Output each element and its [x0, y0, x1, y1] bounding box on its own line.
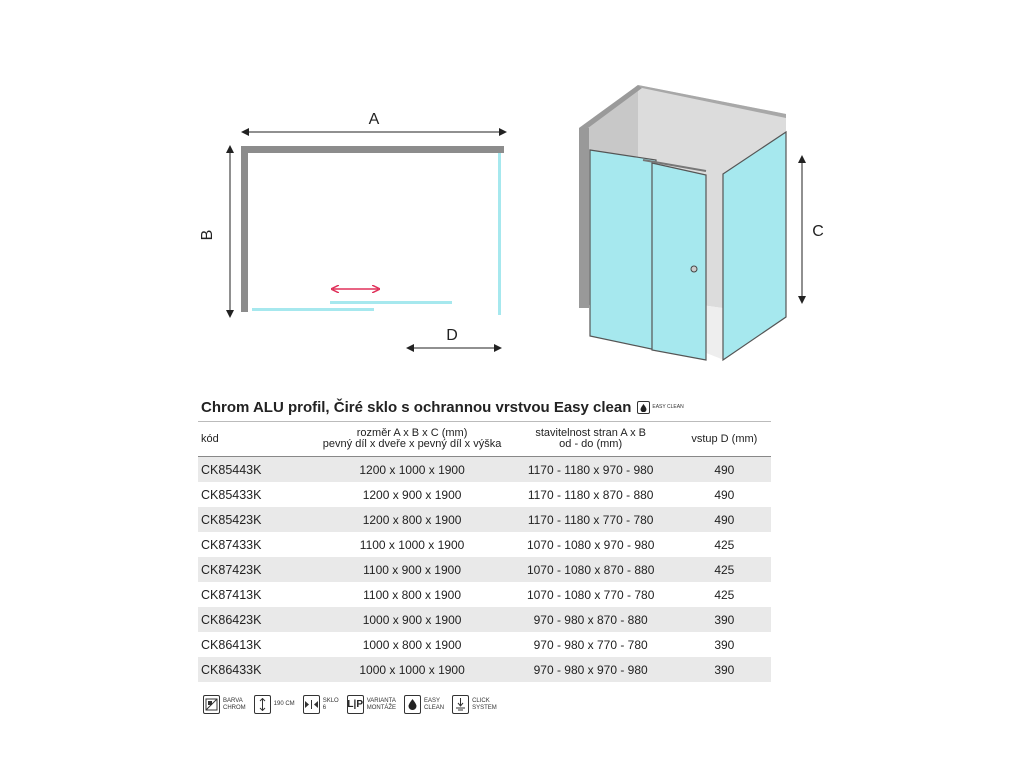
- legend-text-height: 190 CM: [273, 701, 295, 708]
- perspective-view: [579, 85, 824, 360]
- cell-adjustability: 1070 - 1080 x 770 - 780: [526, 587, 655, 602]
- table-row: [198, 632, 771, 657]
- cell-entry: 490: [714, 487, 735, 502]
- cell-entry: 490: [678, 507, 771, 532]
- cell-adjustability: 1070 - 1080 x 970 - 980: [526, 537, 655, 552]
- glass-thickness-icon: [303, 695, 320, 714]
- cell-adjustability: 1170 - 1180 x 870 - 880: [527, 487, 654, 502]
- legend-text-mounting: VARIANTA MONTÁŽE: [366, 698, 397, 711]
- cell-adjustability: 970 - 980 x 870 - 880: [504, 607, 678, 632]
- legend-item-height: [254, 695, 295, 714]
- easy-clean-badge: [637, 401, 684, 414]
- door-handle: [691, 266, 697, 272]
- cell-code: CK86433K: [198, 657, 320, 682]
- cell-adjustability: 970 - 980 x 970 - 980: [504, 657, 678, 682]
- cell-code: CK85433K: [201, 487, 262, 502]
- cell-code: CK87413K: [201, 587, 262, 602]
- easy-clean-icon: [404, 695, 421, 714]
- header-entry: vstup D (mm): [678, 422, 771, 457]
- shower-diagram: [0, 0, 1024, 380]
- legend-item-mounting: [347, 695, 396, 714]
- legend-text-click: CLICK SYSTEM: [472, 698, 497, 711]
- right-glass-panel: [498, 153, 501, 315]
- easy-clean-badge-text: EASY CLEAN: [652, 404, 684, 410]
- header-adjustability-line2: od - do (mm): [559, 438, 623, 450]
- cell-entry: 390: [678, 607, 771, 632]
- cell-code: CK85443K: [198, 457, 320, 483]
- table-row: [198, 557, 771, 582]
- cell-code: CK86413K: [201, 637, 262, 652]
- header-dimensions-line1: rozměr A x B x C (mm): [356, 427, 468, 439]
- table-row: [198, 607, 771, 632]
- click-system-icon: [452, 695, 469, 714]
- cell-entry: 425: [714, 537, 735, 552]
- table-row: [198, 532, 771, 557]
- legend-item-click: [452, 695, 497, 714]
- left-wall-edge: [579, 128, 589, 308]
- dimension-d-label: D: [446, 327, 458, 344]
- left-wall: [241, 146, 248, 312]
- front-sliding-door: [652, 163, 706, 360]
- legend-item-color: [203, 695, 246, 714]
- color-chrome-icon: [203, 695, 220, 714]
- cell-dimensions: 1200 x 800 x 1900: [320, 507, 503, 532]
- header-code: kód: [198, 422, 320, 457]
- cell-code: CK87433K: [201, 537, 262, 552]
- front-fixed-panel: [590, 150, 656, 350]
- cell-entry: 490: [678, 457, 771, 483]
- fixed-glass-panel: [252, 308, 374, 311]
- water-drop-icon: [637, 401, 650, 414]
- floor-plan: [199, 111, 505, 348]
- cell-adjustability: 1170 - 1180 x 770 - 780: [504, 507, 678, 532]
- cell-dimensions: 1000 x 800 x 1900: [362, 637, 462, 652]
- header-dimensions: [320, 422, 503, 457]
- table-title: [201, 399, 684, 416]
- table-row: [198, 582, 771, 607]
- table-row: [198, 507, 771, 532]
- legend-item-glass: [303, 695, 339, 714]
- mounting-variant-icon: L|P: [347, 695, 364, 714]
- feature-legend: [203, 695, 497, 714]
- sliding-door-glass: [330, 301, 452, 304]
- header-adjustability-line1: stavitelnost stran A x B: [535, 427, 646, 439]
- cell-dimensions: 1200 x 900 x 1900: [362, 487, 462, 502]
- cell-entry: 425: [678, 557, 771, 582]
- legend-item-easy-clean: [404, 695, 444, 714]
- cell-dimensions: 1100 x 900 x 1900: [320, 557, 503, 582]
- table-header-row: [198, 422, 771, 457]
- top-wall: [241, 146, 504, 153]
- header-dimensions-line2: pevný díl x dveře x pevný díl x výška: [322, 438, 502, 450]
- cell-dimensions: 1200 x 1000 x 1900: [320, 457, 503, 483]
- cell-code: CK87423K: [198, 557, 320, 582]
- legend-text-color: BARVA CHROM: [223, 698, 246, 711]
- header-adjustability: [504, 422, 678, 457]
- cell-adjustability: 970 - 980 x 770 - 780: [533, 637, 648, 652]
- cell-entry: 390: [678, 657, 771, 682]
- cell-adjustability: 1170 - 1180 x 970 - 980: [504, 457, 678, 483]
- table-row: [198, 457, 771, 483]
- table-body: [198, 457, 771, 683]
- table-title-text: Chrom ALU profil, Čiré sklo s ochrannou vrstvou Easy clean: [201, 399, 632, 416]
- legend-text-glass: SKLO 6: [322, 698, 339, 711]
- dimension-a-label: A: [368, 111, 380, 128]
- cell-dimensions: 1100 x 800 x 1900: [363, 587, 461, 602]
- table-row: [198, 482, 771, 507]
- cell-dimensions: 1100 x 1000 x 1900: [359, 537, 465, 552]
- cell-dimensions: 1000 x 1000 x 1900: [320, 657, 503, 682]
- cell-entry: 390: [714, 637, 735, 652]
- legend-text-easy-clean: EASY CLEAN: [424, 698, 445, 711]
- height-icon: [254, 695, 271, 714]
- dimension-b-label: B: [199, 229, 216, 241]
- dimension-c-label: C: [812, 223, 824, 240]
- cell-code: CK85423K: [198, 507, 320, 532]
- cell-adjustability: 1070 - 1080 x 870 - 880: [504, 557, 678, 582]
- cell-code: CK86423K: [198, 607, 320, 632]
- spec-table: [198, 421, 771, 682]
- table-row: [198, 657, 771, 682]
- cell-dimensions: 1000 x 900 x 1900: [320, 607, 503, 632]
- cell-entry: 425: [714, 587, 735, 602]
